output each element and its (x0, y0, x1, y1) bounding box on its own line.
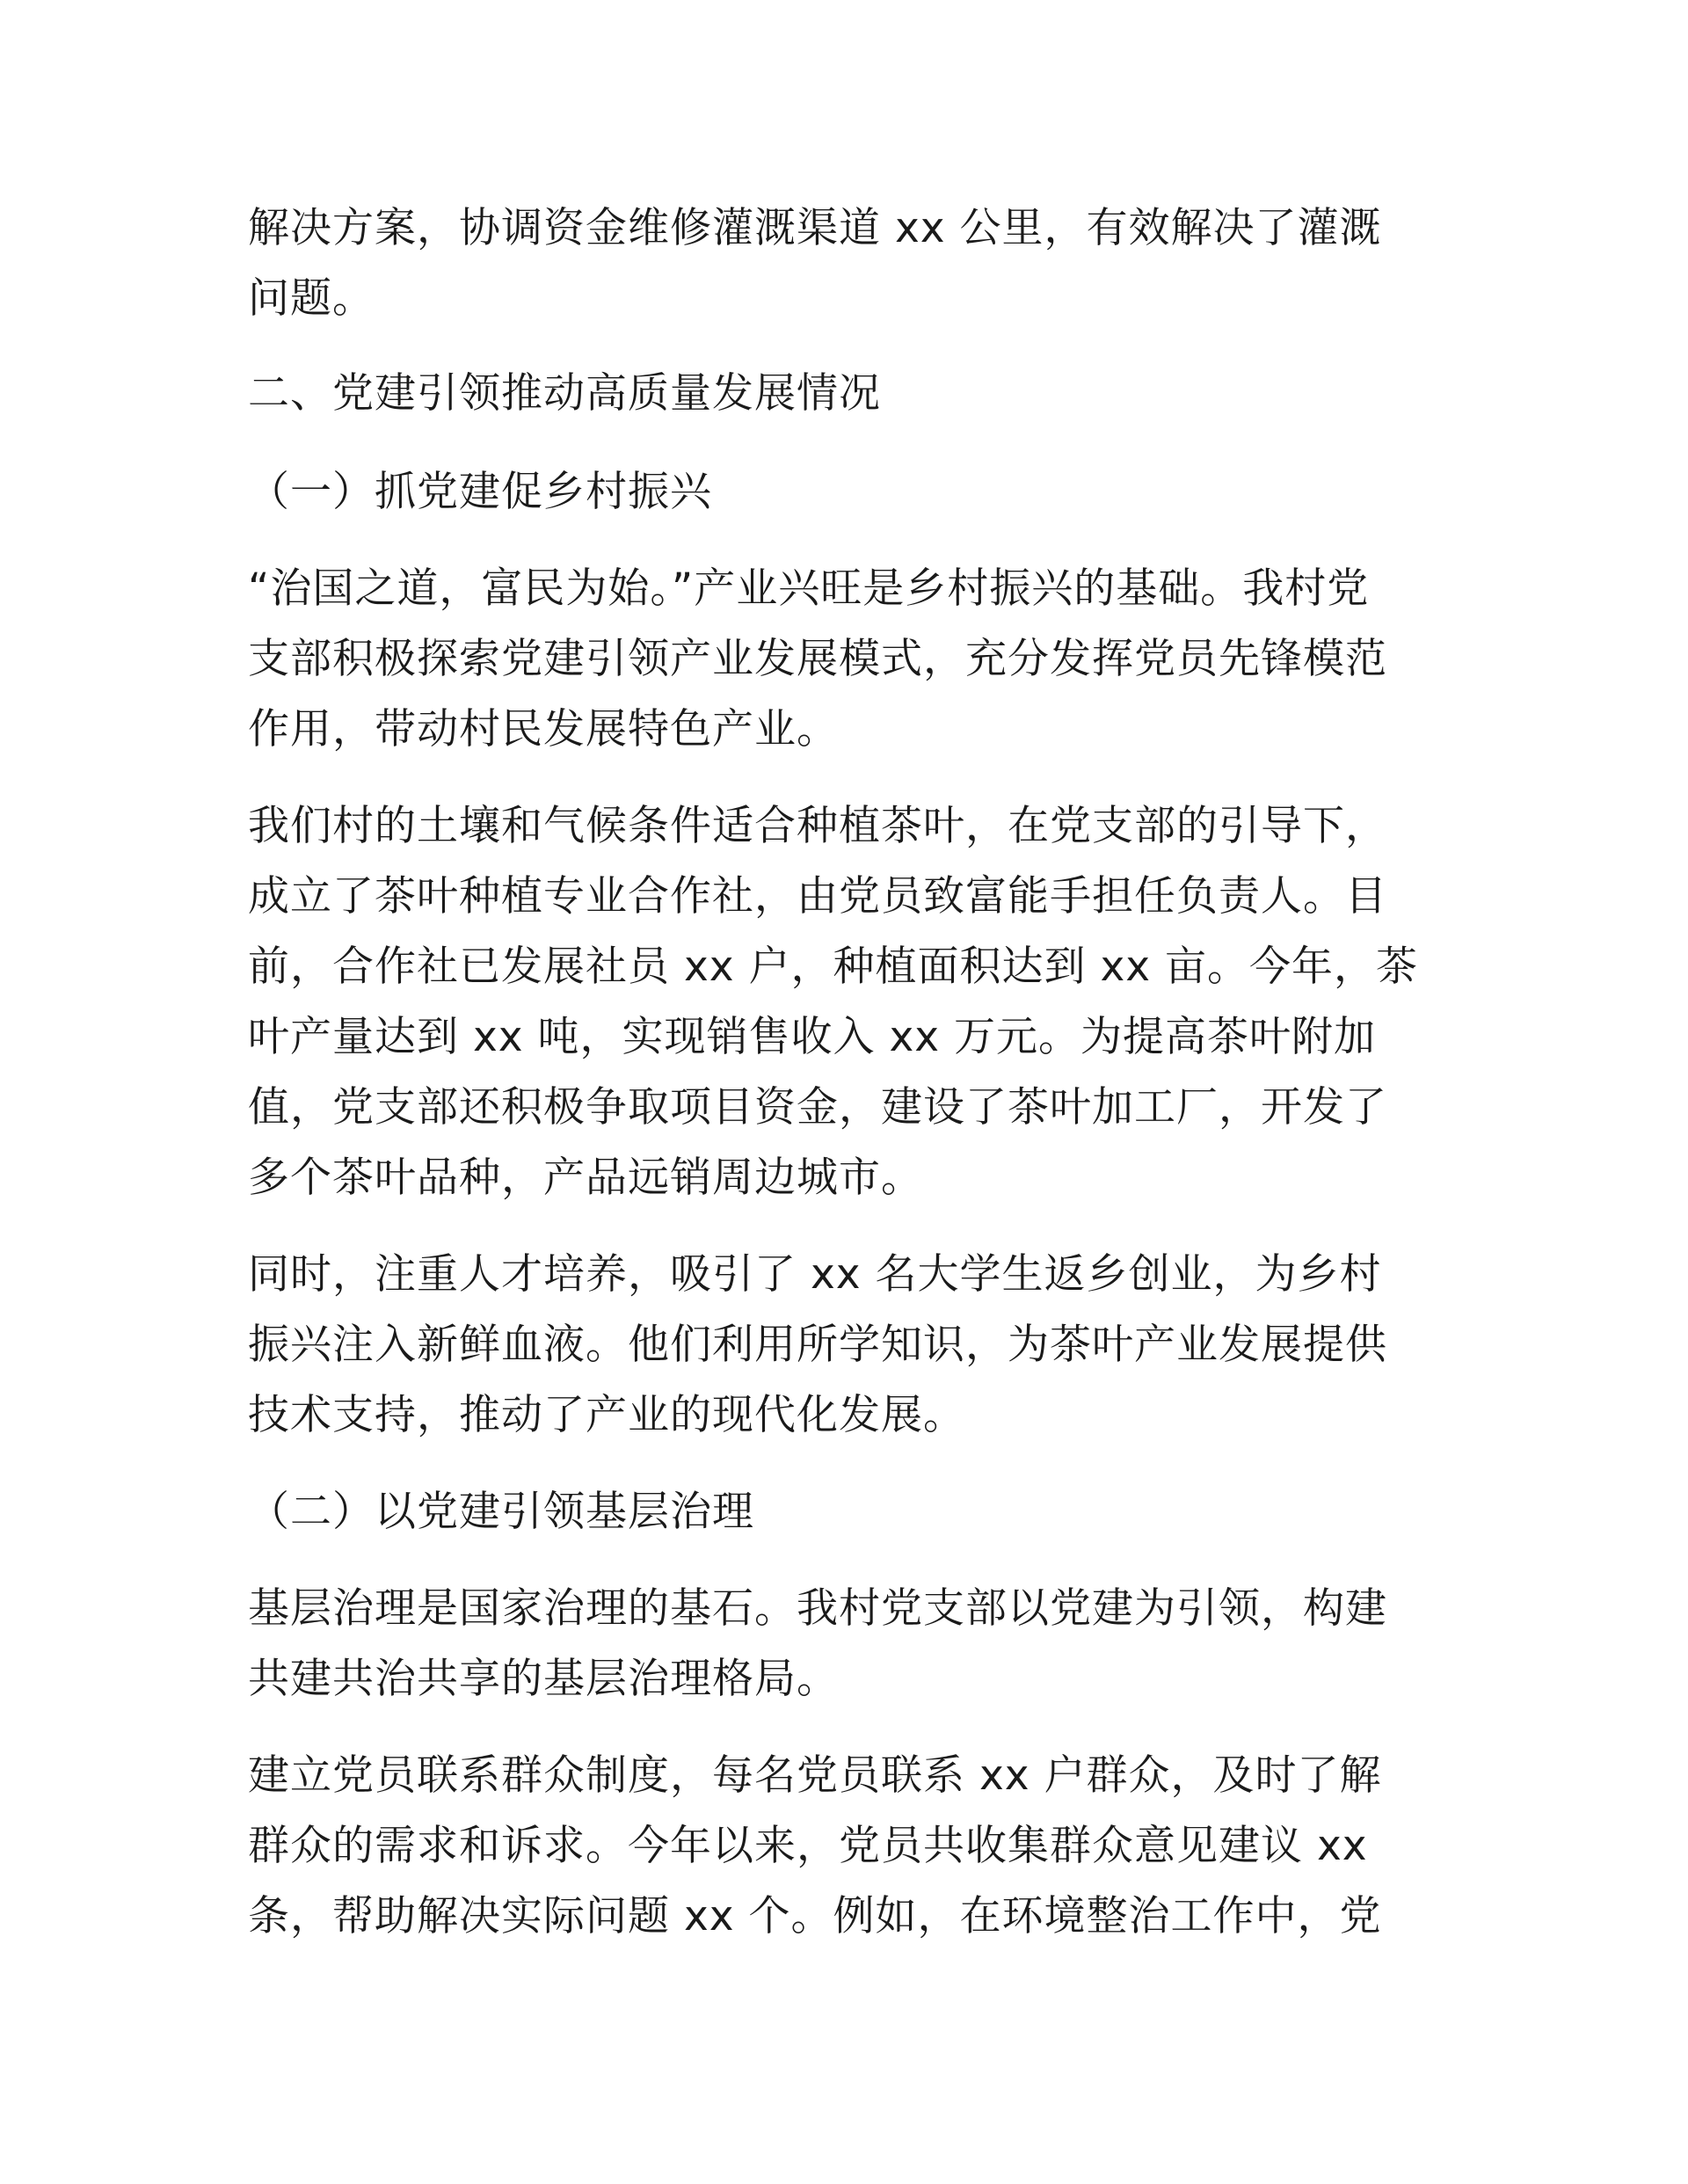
paragraph-industry-prosperity (248, 554, 1444, 765)
paragraph-governance-foundation (248, 1574, 1444, 1714)
text-line: 建立党员联系群众制度，每名党员联系 xx 户群众，及时了解 (248, 1751, 1382, 1800)
subheading-text: （一）抓党建促乡村振兴 (248, 468, 712, 516)
text-line: “治国之道，富民为始。”产业兴旺是乡村振兴的基础。我村党 (248, 564, 1370, 613)
subsection-heading-rural-revitalization (248, 457, 1444, 528)
text-line: 前，合作社已发展社员 xx 户，种植面积达到 xx 亩。今年，茶 (248, 943, 1419, 991)
paragraph-talent-cultivation (248, 1240, 1444, 1451)
text-line: 群众的需求和诉求。今年以来，党员共收集群众意见建议 xx (248, 1822, 1368, 1870)
text-line: 共建共治共享的基层治理格局。 (248, 1655, 839, 1703)
text-line: 振兴注入新鲜血液。他们利用所学知识，为茶叶产业发展提供 (248, 1321, 1387, 1369)
text-line: 同时，注重人才培养，吸引了 xx 名大学生返乡创业，为乡村 (248, 1250, 1382, 1299)
text-line: 技术支持，推动了产业的现代化发展。 (248, 1391, 965, 1439)
section-heading (248, 359, 1444, 429)
text-line: 成立了茶叶种植专业合作社，由党员致富能手担任负责人。目 (248, 872, 1387, 921)
text-line: 解决方案，协调资金维修灌溉渠道 xx 公里，有效解决了灌溉 (248, 204, 1382, 252)
paragraph-tea-cooperative (248, 791, 1444, 1213)
subsection-heading-grassroots-governance (248, 1477, 1444, 1547)
text-line: 基层治理是国家治理的基石。我村党支部以党建为引领，构建 (248, 1584, 1387, 1633)
text-line: 多个茶叶品种，产品远销周边城市。 (248, 1154, 923, 1202)
subheading-text: （二）以党建引领基层治理 (248, 1488, 754, 1536)
text-line: 支部积极探索党建引领产业发展模式，充分发挥党员先锋模范 (248, 635, 1387, 683)
text-line: 作用，带动村民发展特色产业。 (248, 705, 839, 753)
paragraph-party-member-contact (248, 1741, 1444, 1952)
text-line: 值，党支部还积极争取项目资金，建设了茶叶加工厂，开发了 (248, 1083, 1387, 1132)
text-line: 我们村的土壤和气候条件适合种植茶叶，在党支部的引导下， (248, 802, 1387, 850)
heading-text: 二、党建引领推动高质量发展情况 (248, 369, 881, 418)
text-line: 条，帮助解决实际问题 xx 个。例如，在环境整治工作中，党 (248, 1892, 1382, 1940)
text-line: 叶产量达到 xx 吨，实现销售收入 xx 万元。为提高茶叶附加 (248, 1013, 1377, 1061)
paragraph-irrigation (248, 193, 1444, 334)
text-line: 问题。 (248, 274, 375, 323)
